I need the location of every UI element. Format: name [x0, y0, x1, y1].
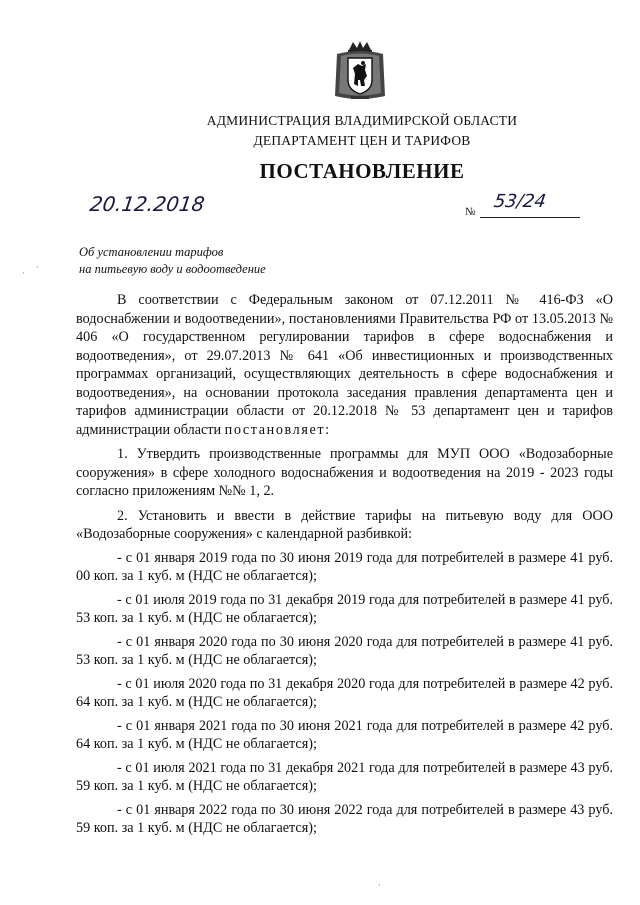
scan-speck: · [36, 262, 39, 272]
handwritten-date: 20.12.2018 [88, 192, 207, 216]
preamble-text: В соответствии с Федеральным законом от 07.12.2011 № 416-ФЗ «О водоснабжении и водоотведении», постановлениями Правительства РФ от 13.05.2013 № 406 «О государственном регулировании тарифов в сфере водоснабжения и водоотведения», от 29.07.2013 № 641 «Об инвестиционных и производственных программах организаций, осуществляющих деятельность в сфере водоснабжения и водоотведения», на основании протокола заседания правления департамента цен и тарифов администрации области от 20.12.2018 № 53 департамент цен и тарифов администрации области [76, 292, 613, 438]
scan-speck: · [378, 880, 381, 890]
tariff-item: - с 01 января 2019 года по 30 июня 2019 года для потребителей в размере 41 руб. 00 коп. за 1 куб. м (НДС не облагается); [76, 549, 613, 584]
coat-of-arms-emblem [331, 40, 389, 102]
scan-speck: · [22, 268, 25, 278]
organization-name: АДМИНИСТРАЦИЯ ВЛАДИМИРСКОЙ ОБЛАСТИ [206, 113, 518, 128]
tariff-item: - с 01 июля 2020 года по 31 декабря 2020 года для потребителей в размере 42 руб. 64 коп. за 1 куб. м (НДС не облагается); [76, 675, 613, 710]
tariff-item: - с 01 января 2021 года по 30 июня 2021 года для потребителей в размере 42 руб. 64 коп. за 1 куб. м (НДС не облагается); [76, 717, 613, 752]
subject-line: Об установлении тарифов [79, 245, 224, 259]
tariff-item: - с 01 июля 2021 года по 31 декабря 2021 года для потребителей в размере 43 руб. 59 коп. за 1 куб. м (НДС не облагается); [76, 759, 613, 794]
tariff-item: - с 01 июля 2019 года по 31 декабря 2019 года для потребителей в размере 41 руб. 53 коп. за 1 куб. м (НДС не облагается); [76, 591, 613, 626]
number-label: № [465, 206, 476, 218]
resolution-verb: постановляет: [224, 421, 331, 438]
subject-block [79, 244, 266, 278]
tariff-item: - с 01 января 2020 года по 30 июня 2020 года для потребителей в размере 41 руб. 53 коп. за 1 куб. м (НДС не облагается); [76, 633, 613, 668]
clause-paragraph: 2. Установить и ввести в действие тарифы на питьевую воду для ООО «Водозаборные сооружения» с календарной разбивкой: [76, 507, 613, 542]
preamble-paragraph [76, 291, 613, 439]
subject-line: на питьевую воду и водоотведение [79, 262, 266, 276]
number-underline [480, 217, 580, 218]
handwritten-number: 53/24 [492, 191, 548, 212]
department-name: ДЕПАРТАМЕНТ ЦЕН И ТАРИФОВ [253, 133, 471, 148]
clause-paragraph: 1. Утвердить производственные программы для МУП ООО «Водозаборные сооружения» в сфере холодного водоснабжения и водоотведения на 2019 - 2023 годы согласно приложениям №№ 1, 2. [76, 446, 613, 499]
tariff-item: - с 01 января 2022 года по 30 июня 2022 года для потребителей в размере 43 руб. 59 коп. за 1 куб. м (НДС не облагается); [76, 801, 613, 836]
document-title: ПОСТАНОВЛЕНИЕ [259, 159, 465, 183]
document-body [76, 291, 613, 838]
